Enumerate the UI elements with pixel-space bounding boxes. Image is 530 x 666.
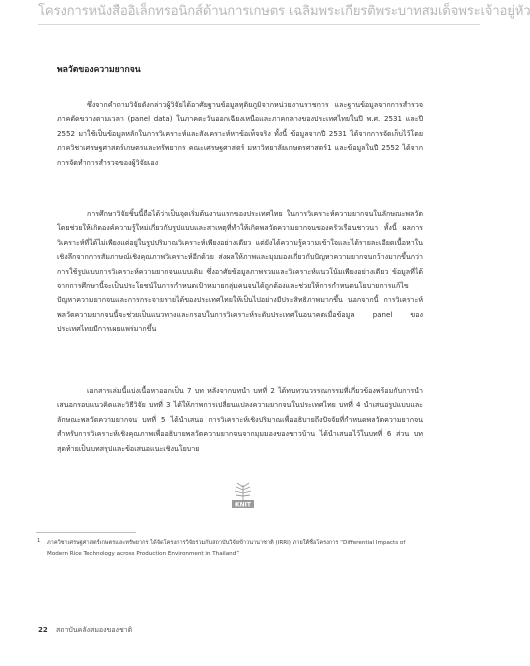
paragraph-text: การศึกษาวิจัยชิ้นนี้ถือได้ว่าเป็นจุดเริ่มต้นงานแรกของประเทศไทย ในการวิเคราะห์ความยากจนในลักษณะพลวัต โดยช่วยให้เกิดองค์ความรู้ใหม่เกี่ยวกับรูปแบบและสาเหตุที่ทำให้เกิดพลวัตความยากจนของครัวเรือนชาวนา ทั้งนี้ ผลการวิเคราะห์ที่ได้ไม่เพียงแต่อยู่ในรูปปริมาณวิเคราะห์เพียงอย่างเดียว แต่ยังได้ความรู้ความเข้าใจและได้รายละเอียดเนื้อหาในเชิงลึกจากการสัมภาษณ์เชิงคุณภาพวิเคราะห์อีกด้วย ส่งผลให้ภาพและมุมมองเกี่ยวกับปัญหาความยากจนกว้างมากขึ้นกว่าการใช้รูปแบบการวิเคราะห์ความยากจนแบบเดิม ซึ่งอาศัยข้อมูลภาพรวมและวิเคราะห์แนวโน้มเพียงอย่างเดียว ข้อมูลที่ได้จากการศึกษานี้จะเป็นประโยชน์ในการกำหนดเป้าหมายกลุ่มคนจนได้ถูกต้องและช่วยให้การกำหนดนโยบายการแก้ไขปัญหาความยากจนและการกระจายรายได้ของประเทศไทยให้เป็นไปอย่างมีประสิทธิภาพมากขึ้น นอกจากนี้ การวิเคราะห์พลวัตความยากจนนี้จะช่วยเป็นแนวทางและกรอบในการวิเคราะห์ระดับประเทศในอนาคตเมื่อข้อมูล panel ของประเทศไทยมีการเผยแพร่มากขึ้น [57, 209, 423, 334]
running-header: โครงการหนังสืออิเล็กทรอนิกส์ด้านการเกษตร เฉลิมพระเกียรติพระบาทสมเด็จพระเจ้าอยู่หัว [38, 4, 530, 19]
page-number: 22 [38, 626, 48, 634]
footer-publisher: สถาบันคลังสมองของชาติ [55, 626, 133, 634]
footnote-mark: 1 [37, 538, 41, 544]
knit-leaf-logo-icon [226, 481, 260, 509]
body-paragraph-3 [57, 384, 423, 456]
footnote-divider [36, 532, 136, 533]
section-title: พลวัตของความยากจน [57, 65, 141, 75]
logo-text: KNIT [235, 501, 251, 509]
footnote [37, 538, 427, 559]
paragraph-text: ซึ่งจากคำถามวิจัยดังกล่าวผู้วิจัยได้อาศัยฐานข้อมูลทุติยภูมิจากหน่วยงานราชการ และฐานข้อมูลจากการสำรวจภาคตัดขวางตามเวลา (panel data) ในภาคตะวันออกเฉียงเหนือและภาคกลางของประเทศไทยในปี พ.ศ. 2531 และปี 2552 มาใช้เป็นข้อมูลหลักในการวิเคราะห์และสังเคราะห์หาข้อเท็จจริง ทั้งนี้ ข้อมูลจากปี 2531 ได้จากการจัดเก็บไว้โดย ภาควิชาเศรษฐศาสตร์เกษตรและทรัพยากร คณะเศรษฐศาสตร์ มหาวิทยาลัยเกษตรศาสตร์1 และข้อมูลในปี 2552 ได้จากการจัดทำการสำรวจของผู้วิจัยเอง [57, 100, 423, 167]
page-footer [38, 624, 338, 636]
body-paragraph-2 [57, 207, 423, 337]
body-paragraph-1 [57, 98, 423, 170]
knit-logo [226, 481, 260, 509]
paragraph-text: เอกสารเล่มนี้แบ่งเนื้อหาออกเป็น 7 บท หลังจากบทนำ บทที่ 2 ได้ทบทวนวรรณกรรมที่เกี่ยวข้องพร้อมกับการนำเสนอกรอบแนวคิดและวิธีวิจัย บทที่ 3 ได้ให้ภาพการเปลี่ยนแปลงความยากจนในประเทศไทย บทที่ 4 นำเสนอรูปแบบและลักษณะพลวัตความยากจน บทที่ 5 ได้นำเสนอ การวิเคราะห์เชิงปริมาณเพื่ออธิบายถึงปัจจัยที่กำหนดพลวัตความยากจน สำหรับการวิเคราะห์เชิงคุณภาพเพื่ออธิบายพลวัตความยากจนจากมุมมองของชาวบ้าน ได้นำเสนอไว้ในบทที่ 6 ส่วน บทสุดท้ายเป็นบทสรุปและข้อเสนอแนะเชิงนโยบาย [57, 386, 423, 453]
footnote-text: ภาควิชาเศรษฐศาสตร์เกษตรและทรัพยากร ได้จัดโครงการวิจัยร่วมกับสถาบันวิจัยข้าวนานาชาติ (IRRI) ภายใต้ชื่อโครงการ “Differential Impacts of Modern Rice Technology across Production Environment in Thailand” [47, 540, 406, 557]
header-divider [38, 24, 480, 25]
